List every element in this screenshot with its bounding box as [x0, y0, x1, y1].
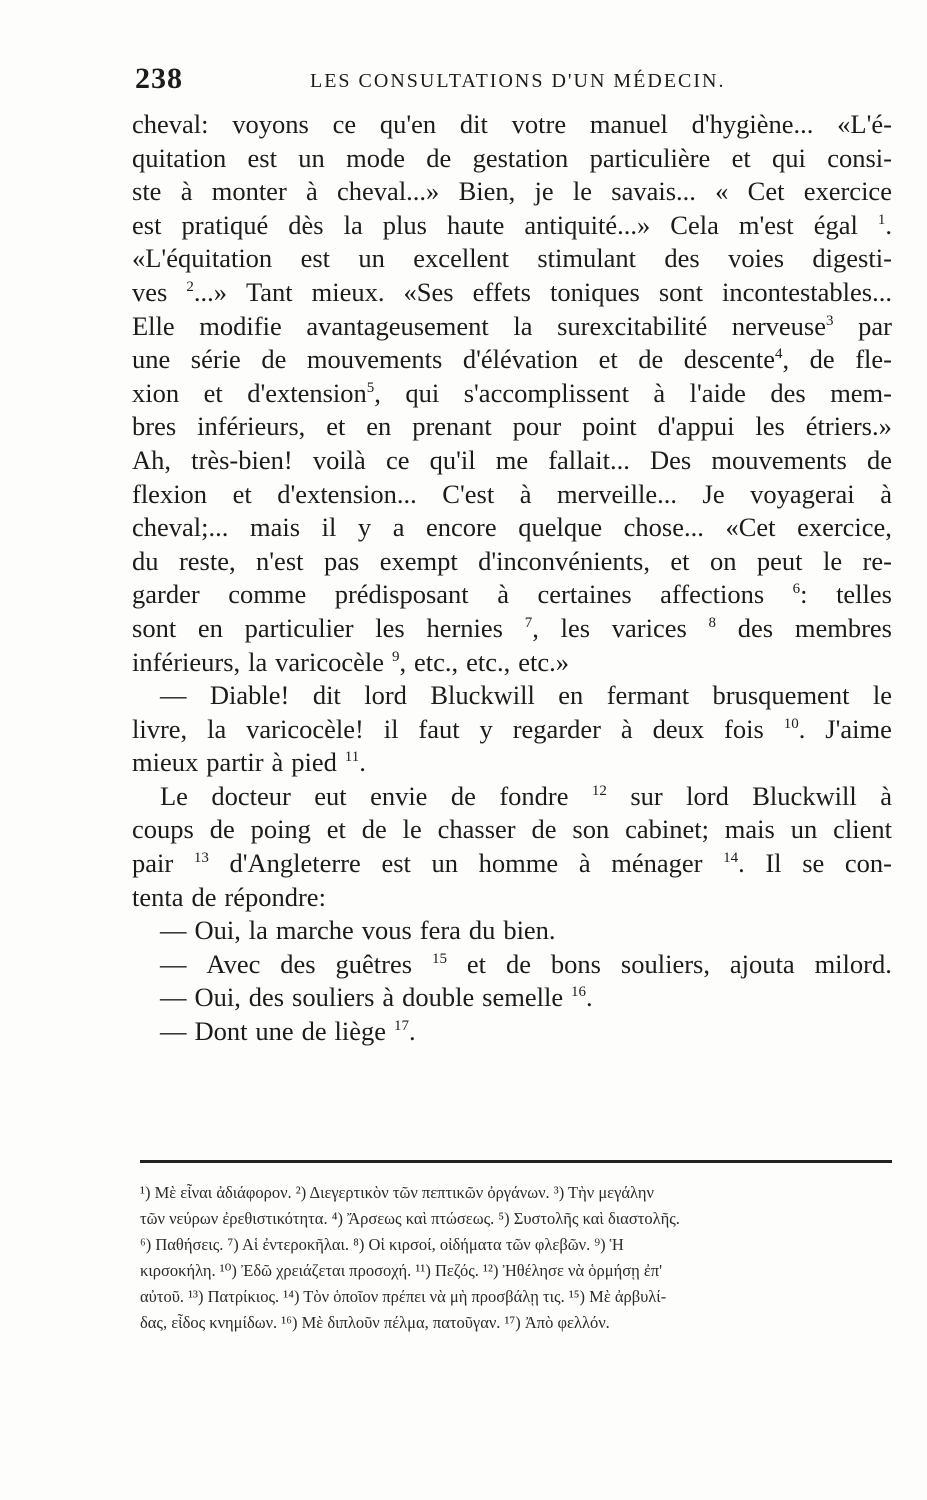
footnote-line: ⁶) Παθήσεις. ⁷) Αἱ ἐντεροκῆλαι. ⁸) Οἱ κιρσοί, οἰδήματα τῶν φλεβῶν. ⁹) Ἡ [140, 1235, 624, 1254]
text-line: — Oui, des souliers à double semelle $^{16}$. [160, 982, 593, 1013]
text-line: ste à monter à cheval...» Bien, je le savais... « Cet exercice [132, 176, 892, 207]
text-line: xion et d'extension$^5$, qui s'accomplissent à l'aide des mem- [132, 377, 892, 408]
footnote-rule [140, 1160, 892, 1163]
text-line: inférieurs, la varicocèle $^9$, etc., etc., etc.» [132, 646, 569, 677]
text-line: Elle modifie avantageusement la surexcitabilité nerveuse$^3$ par [132, 310, 892, 341]
page-number: 238 [135, 62, 183, 95]
text-line: est pratiqué dès la plus haute antiquité...» Cela m'est égal $^1$. [132, 209, 892, 240]
text-line: garder comme prédisposant à certaines affections $^6$: telles [132, 579, 892, 610]
footnote-line: ¹) Μὲ εἶναι ἀδιάφορον. ²) Διεγερτικὸν τῶν πεπτικῶν ὀργάνων. ³) Τὴν μεγάλην [140, 1183, 654, 1202]
footnote-line: τῶν νεύρων ἐρεθιστικότητα. ⁴) Ἄρσεως καὶ πτώσεως. ⁵) Συστολῆς καὶ διαστολῆς. [140, 1209, 680, 1228]
text-line: — Oui, la marche vous fera du bien. [160, 915, 556, 946]
text-line: quitation est un mode de gestation particulière et qui consi- [132, 142, 892, 173]
text-line: — Diable! dit lord Bluckwill en fermant brusquement le [160, 680, 892, 711]
text-line: cheval;... mais il y a encore quelque chose... «Cet exercice, [132, 512, 892, 543]
running-title: LES CONSULTATIONS D'UN MÉDECIN. [310, 70, 726, 92]
text-line: sont en particulier les hernies $^7$, les varices $^8$ des membres [132, 612, 892, 643]
text-line: du reste, n'est pas exempt d'inconvénients, et on peut le re- [132, 545, 892, 576]
text-line: tenta de répondre: [132, 881, 326, 912]
text-line: pair $^{13}$ d'Angleterre est un homme à ménager $^{14}$. Il se con- [132, 848, 892, 879]
footnote-line: κιρσοκήλη. ¹⁰) Ἐδῶ χρειάζεται προσοχή. ¹¹) Πεζός. ¹²) Ἠθέλησε νὰ ὁρμήσῃ ἐπ' [140, 1261, 663, 1280]
text-line: Ah, très-bien! voilà ce qu'il me fallait... Des mouvements de [132, 444, 892, 475]
text-line: mieux partir à pied $^{11}$. [132, 747, 366, 778]
body-text [132, 108, 892, 1049]
footnotes [140, 1180, 892, 1336]
text-line: «L'équitation est un excellent stimulant des voies digesti- [132, 243, 892, 274]
text-line: flexion et d'extension... C'est à merveille... Je voyagerai à [132, 478, 892, 509]
text-line: Le docteur eut envie de fondre $^{12}$ sur lord Bluckwill à [160, 780, 892, 811]
text-line: livre, la varicocèle! il faut y regarder à deux fois $^{10}$. J'aime [132, 713, 892, 744]
footnote-line: δας, εἶδος κνημίδων. ¹⁶) Μὲ διπλοῦν πέλμα, πατοῦγαν. ¹⁷) Ἀπὸ φελλόν. [140, 1313, 610, 1332]
page-header [135, 62, 890, 102]
text-line: — Avec des guêtres $^{15}$ et de bons souliers, ajouta milord. [160, 948, 892, 979]
text-line: — Dont une de liège $^{17}$. [160, 1016, 416, 1047]
text-line: bres inférieurs, et en prenant pour point d'appui les étriers.» [132, 411, 892, 442]
text-line: coups de poing et de le chasser de son cabinet; mais un client [132, 814, 892, 845]
footnote-line: αὐτοῦ. ¹³) Πατρίκιος. ¹⁴) Τὸν ὁποῖον πρέπει νὰ μὴ προσβάλῃ τις. ¹⁵) Μὲ ἀρβυλί- [140, 1287, 667, 1306]
text-line: une série de mouvements d'élévation et de descente$^4$, de fle- [132, 344, 892, 375]
text-line: ves $^2$...» Tant mieux. «Ses effets toniques sont incontestables... [132, 276, 892, 307]
text-line: cheval: voyons ce qu'en dit votre manuel d'hygiène... «L'é- [132, 109, 892, 139]
